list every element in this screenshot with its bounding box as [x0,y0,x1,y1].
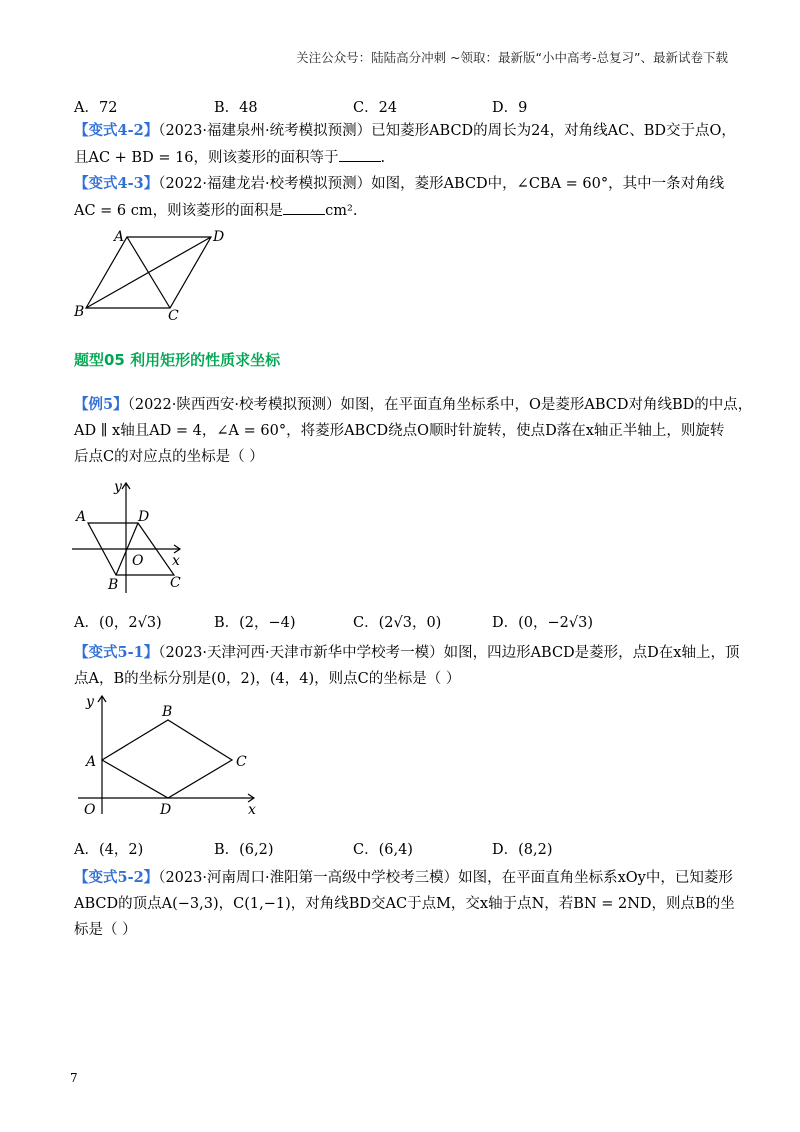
question-text: 后点C的对应点的坐标是（ ） [74,449,264,465]
question-tag: 【变式4-2】 [74,122,159,139]
option-c: C．(2√3，0) [353,615,442,631]
answer-blank [339,147,381,162]
section-title: 题型05 利用矩形的性质求坐标 [74,351,281,369]
option-c: C．24 [353,100,398,116]
question-text: ABCD的顶点A(−3,3)，C(1,−1)，对角线BD交AC于点M，交x轴于点N，若BN = 2ND，则点B的坐 [74,896,735,912]
question-tag: 【变式5-2】 [74,869,159,886]
label-x: x [248,802,256,818]
question-ex5-line3 [74,447,264,467]
coordinate-figure-ex5 [70,475,200,595]
question-text: （2023·天津河西·天津市新华中学校考一模）如图，四边形ABCD是菱形，点D在x轴上，顶 [158,645,740,661]
question-tag: 【变式5-1】 [74,644,159,661]
question-tag: 【变式4-3】 [74,175,159,192]
question-text: 点A，B的坐标分别是(0，2)，(4，4)，则点C的坐标是（ ） [74,671,461,687]
question-v52-line3 [74,920,137,940]
question-text: 且AC + BD = 16，则该菱形的面积等于 [74,150,339,166]
option-a: A．(0，2√3) [74,615,162,631]
label-d: D [160,802,172,818]
question-v43-line1 [74,174,724,194]
option-c: C．(6,4) [353,842,413,858]
question-v42-line2: 且AC + BD = 16，则该菱形的面积等于 . [74,147,385,168]
question-v52-line2 [74,894,735,914]
option-d: D．9 [492,100,528,116]
label-c: C [168,308,179,324]
rhombus-figure-v43 [70,225,240,325]
option-a: A．72 [74,100,118,116]
question-v51-line1 [74,643,740,663]
question-v51-line2 [74,669,460,689]
label-b: B [74,304,85,320]
question-tag: 【例5】 [74,396,128,413]
label-a: A [76,509,87,525]
label-y: y [86,694,94,710]
label-b: B [108,577,119,593]
label-o: O [132,553,144,569]
question-ex5-line2 [74,421,724,441]
label-d: D [138,509,150,525]
question-ex5-line1 [74,395,752,415]
question-text: cm². [325,203,358,219]
label-b: B [162,704,173,720]
label-a: A [86,754,97,770]
option-d: D．(8,2) [492,842,553,858]
label-d: D [213,229,225,245]
label-y: y [114,479,122,495]
question-text: （2023·福建泉州·统考模拟预测）已知菱形ABCD的周长为24，对角线AC、BD交于点O， [158,123,736,139]
label-c: C [170,575,181,591]
label-x: x [172,553,180,569]
question-text: AC = 6 cm，则该菱形的面积是 [74,203,284,219]
option-a: A．(4，2) [74,842,144,858]
question-v52-line1 [74,868,733,888]
question-text: （2023·河南周口·淮阳第一高级中学校考三模）如图，在平面直角坐标系xOy中，已知菱形 [158,870,733,886]
option-b: B．(6,2) [214,842,274,858]
option-b: B．48 [214,100,258,116]
page-header: 关注公众号：陆陆高分冲刺 ~领取：最新版“小中高考-总复习”、最新试卷下载 [296,50,728,65]
question-text: AD ∥ x轴且AD = 4，∠A = 60°，将菱形ABCD绕点O顺时针旋转，使点D落在x轴正半轴上，则旋转 [74,423,725,439]
question-text: （2022·陕西西安·校考模拟预测）如图，在平面直角坐标系中，O是菱形ABCD对角线BD的中点， [127,397,753,413]
label-o: O [84,802,96,818]
option-b: B．(2，−4) [214,615,296,631]
question-v43-line2 [74,200,357,221]
answer-blank [283,200,325,215]
page-number: 7 [70,1071,78,1085]
coordinate-figure-v51 [78,690,278,820]
option-d: D．(0，−2√3) [492,615,594,631]
label-c: C [236,754,247,770]
label-a: A [114,229,125,245]
question-text: （2022·福建龙岩·校考模拟预测）如图，菱形ABCD中，∠CBA = 60°，其中一条对角线 [158,176,725,192]
question-text: 标是（ ） [74,922,137,938]
question-v42-line1 [74,121,736,141]
